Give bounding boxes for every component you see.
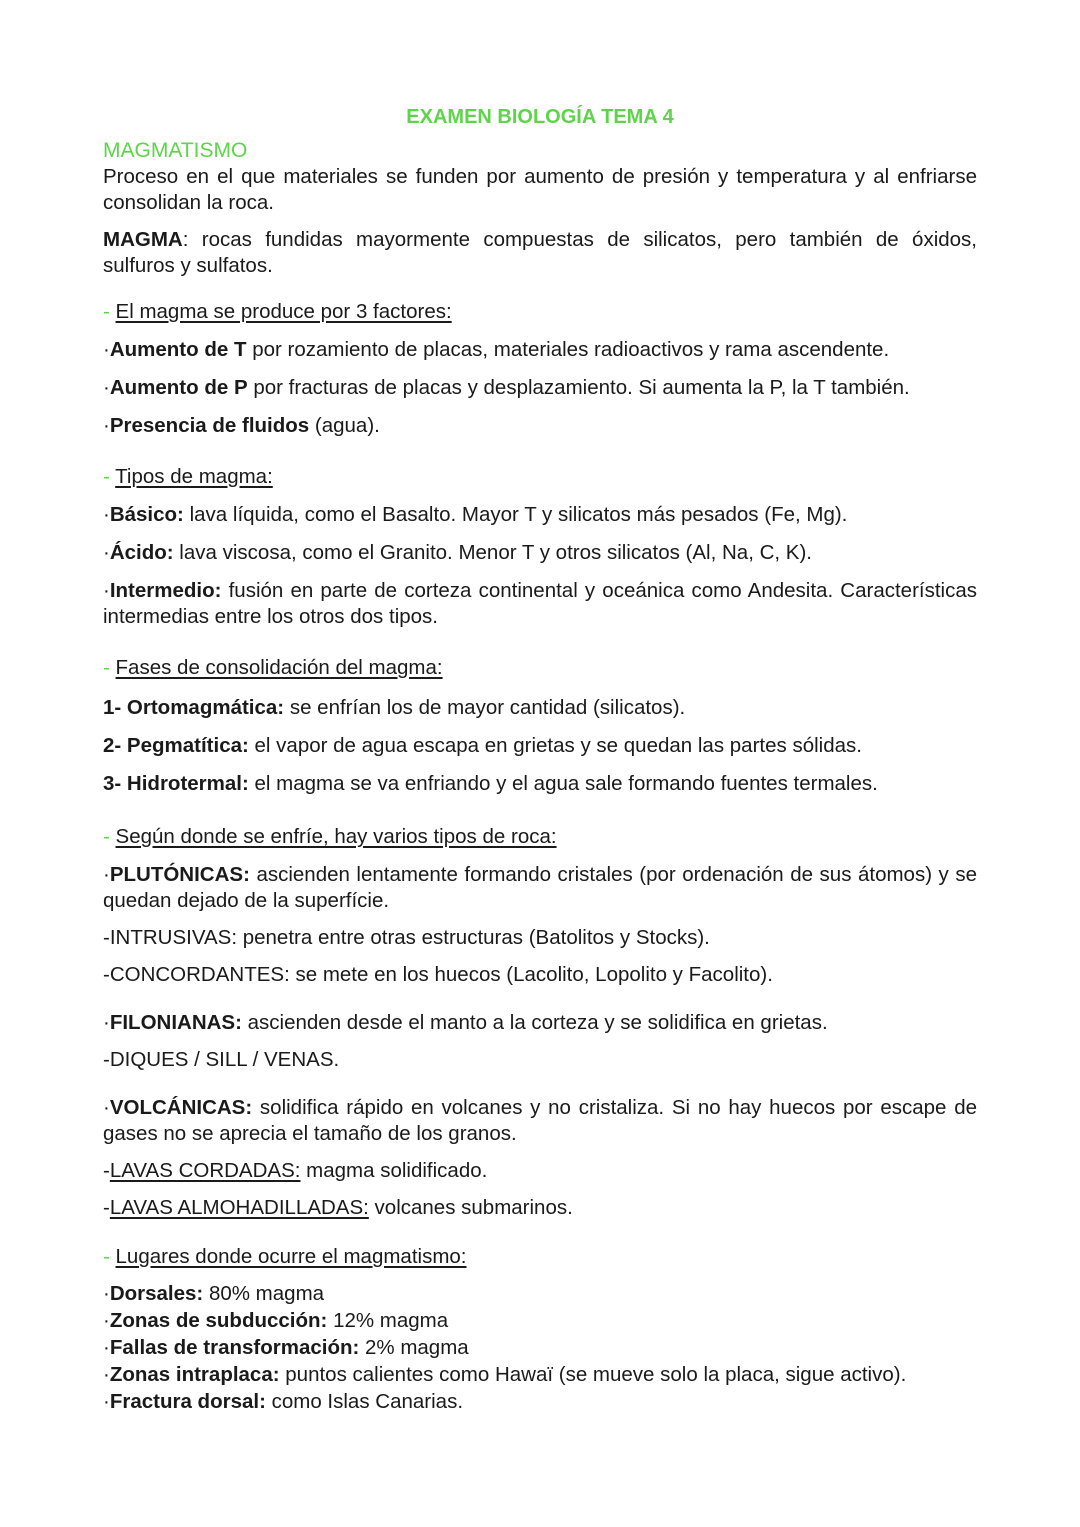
rock-text: ascienden desde el manto a la corteza y se solidifica en grietas. bbox=[241, 1011, 828, 1034]
sub-prefix: - bbox=[103, 1196, 110, 1219]
factor-term: Aumento de T bbox=[109, 338, 247, 361]
factors-heading bbox=[103, 299, 977, 325]
volcanicas-item bbox=[103, 1095, 977, 1147]
bullet: · bbox=[103, 376, 110, 399]
rock-term: FILONIANAS: bbox=[109, 1011, 242, 1034]
type-term: Básico: bbox=[109, 503, 184, 526]
types-heading-text: Tipos de magma: bbox=[115, 465, 273, 488]
place-term: Zonas de subducción: bbox=[109, 1309, 328, 1332]
place-text: 12% magma bbox=[327, 1309, 449, 1332]
factor-item bbox=[103, 413, 977, 439]
type-term: Ácido: bbox=[109, 541, 174, 564]
type-term: Intermedio: bbox=[109, 579, 222, 602]
intro-paragraph: Proceso en el que materiales se funden por aumento de presión y temperatura y al enfriarse consolidan la roca. bbox=[103, 165, 977, 214]
factor-text: por fracturas de placas y desplazamiento. Si aumenta la P, la T también. bbox=[247, 376, 910, 399]
rocks-heading-text: Según donde se enfríe, hay varios tipos de roca: bbox=[115, 825, 557, 848]
types-heading bbox=[103, 464, 977, 490]
heading-dash: - bbox=[103, 656, 110, 679]
bullet: · bbox=[103, 541, 110, 564]
type-text: fusión en parte de corteza continental y oceánica como Andesita. Características intermedias entre los otros dos tipos. bbox=[103, 579, 977, 628]
bullet: · bbox=[103, 1309, 110, 1332]
bullet: · bbox=[103, 579, 110, 602]
place-text: 2% magma bbox=[359, 1336, 469, 1359]
factor-text: por rozamiento de placas, materiales radioactivos y rama ascendente. bbox=[246, 338, 890, 361]
bullet: · bbox=[103, 1336, 110, 1359]
factor-item bbox=[103, 375, 977, 401]
bullet: · bbox=[103, 1011, 110, 1034]
rock-subitem: -INTRUSIVAS: penetra entre otras estructuras (Batolitos y Stocks). bbox=[103, 926, 710, 949]
rock-term: PLUTÓNICAS: bbox=[109, 863, 250, 886]
phase-text: el vapor de agua escapa en grietas y se quedan las partes sólidas. bbox=[248, 734, 862, 757]
bullet: · bbox=[103, 1282, 110, 1305]
plutonicas-item bbox=[103, 862, 977, 914]
bullet: · bbox=[103, 863, 110, 886]
phases-heading-text: Fases de consolidación del magma: bbox=[115, 656, 443, 679]
place-term: Fractura dorsal: bbox=[109, 1390, 266, 1413]
phase-item bbox=[103, 771, 977, 797]
factor-text: (agua). bbox=[309, 414, 380, 437]
place-text: como Islas Canarias. bbox=[265, 1390, 464, 1413]
rock-text: ascienden lentamente formando cristales (por ordenación de sus átomos) y se quedan dejado de la superfície. bbox=[103, 863, 977, 912]
type-item bbox=[103, 502, 977, 528]
factors-heading-text: El magma se produce por 3 factores: bbox=[115, 300, 452, 323]
place-term: Dorsales: bbox=[109, 1282, 204, 1305]
place-text: puntos calientes como Hawaï (se mueve solo la placa, sigue activo). bbox=[279, 1363, 907, 1386]
phase-text: el magma se va enfriando y el agua sale formando fuentes termales. bbox=[248, 772, 878, 795]
factor-item bbox=[103, 337, 977, 363]
places-heading bbox=[103, 1244, 977, 1270]
magma-term: MAGMA bbox=[103, 228, 183, 251]
bullet: · bbox=[103, 414, 110, 437]
phase-item bbox=[103, 695, 977, 721]
filonianas-item bbox=[103, 1010, 977, 1036]
type-item bbox=[103, 540, 977, 566]
document-title: EXAMEN BIOLOGÍA TEMA 4 bbox=[406, 106, 674, 128]
rock-subitem: -DIQUES / SILL / VENAS. bbox=[103, 1048, 340, 1071]
place-item bbox=[103, 1334, 977, 1361]
place-item bbox=[103, 1361, 977, 1388]
phases-heading bbox=[103, 655, 977, 681]
phase-term: 1- Ortomagmática: bbox=[103, 696, 285, 719]
phase-term: 3- Hidrotermal: bbox=[103, 772, 249, 795]
place-item bbox=[103, 1307, 977, 1334]
bullet: · bbox=[103, 338, 110, 361]
place-item bbox=[103, 1388, 977, 1415]
heading-dash: - bbox=[103, 465, 110, 488]
heading-dash: - bbox=[103, 300, 110, 323]
document-content bbox=[103, 104, 977, 1415]
rock-subitem bbox=[103, 1195, 977, 1221]
rock-text: solidifica rápido en volcanes y no cristaliza. Si no hay huecos por escape de gases no se aprecia el tamaño de los granos. bbox=[103, 1096, 977, 1145]
rock-subitem: -CONCORDANTES: se mete en los huecos (Lacolito, Lopolito y Facolito). bbox=[103, 963, 773, 986]
factor-term: Aumento de P bbox=[109, 376, 248, 399]
factor-term: Presencia de fluidos bbox=[109, 414, 310, 437]
places-list bbox=[103, 1280, 977, 1415]
heading-dash: - bbox=[103, 825, 110, 848]
rock-term: VOLCÁNICAS: bbox=[109, 1096, 253, 1119]
magma-text: : rocas fundidas mayormente compuestas de silicatos, pero también de óxidos, sulfuros y sulfatos. bbox=[103, 228, 977, 277]
type-text: lava líquida, como el Basalto. Mayor T y silicatos más pesados (Fe, Mg). bbox=[183, 503, 848, 526]
bullet: · bbox=[103, 1096, 110, 1119]
phase-item bbox=[103, 733, 977, 759]
magma-definition bbox=[103, 227, 977, 279]
phase-term: 2- Pegmatítica: bbox=[103, 734, 249, 757]
bullet: · bbox=[103, 503, 110, 526]
phase-text: se enfrían los de mayor cantidad (silicatos). bbox=[284, 696, 686, 719]
place-item bbox=[103, 1280, 977, 1307]
type-text: lava viscosa, como el Granito. Menor T y otros silicatos (Al, Na, C, K). bbox=[173, 541, 812, 564]
lava-text: volcanes submarinos. bbox=[368, 1196, 573, 1219]
sub-prefix: - bbox=[103, 1159, 110, 1182]
type-item bbox=[103, 578, 977, 630]
place-term: Fallas de transformación: bbox=[109, 1336, 360, 1359]
heading-dash: - bbox=[103, 1245, 110, 1268]
bullet: · bbox=[103, 1363, 110, 1386]
place-text: 80% magma bbox=[203, 1282, 325, 1305]
bullet: · bbox=[103, 1390, 110, 1413]
places-heading-text: Lugares donde ocurre el magmatismo: bbox=[115, 1245, 467, 1268]
rocks-heading bbox=[103, 824, 977, 850]
lava-term: LAVAS CORDADAS: bbox=[109, 1159, 301, 1182]
section-title: MAGMATISMO bbox=[103, 139, 248, 162]
place-term: Zonas intraplaca: bbox=[109, 1363, 280, 1386]
lava-text: magma solidificado. bbox=[300, 1159, 488, 1182]
rock-subitem bbox=[103, 1158, 977, 1184]
lava-term: LAVAS ALMOHADILLADAS: bbox=[109, 1196, 369, 1219]
